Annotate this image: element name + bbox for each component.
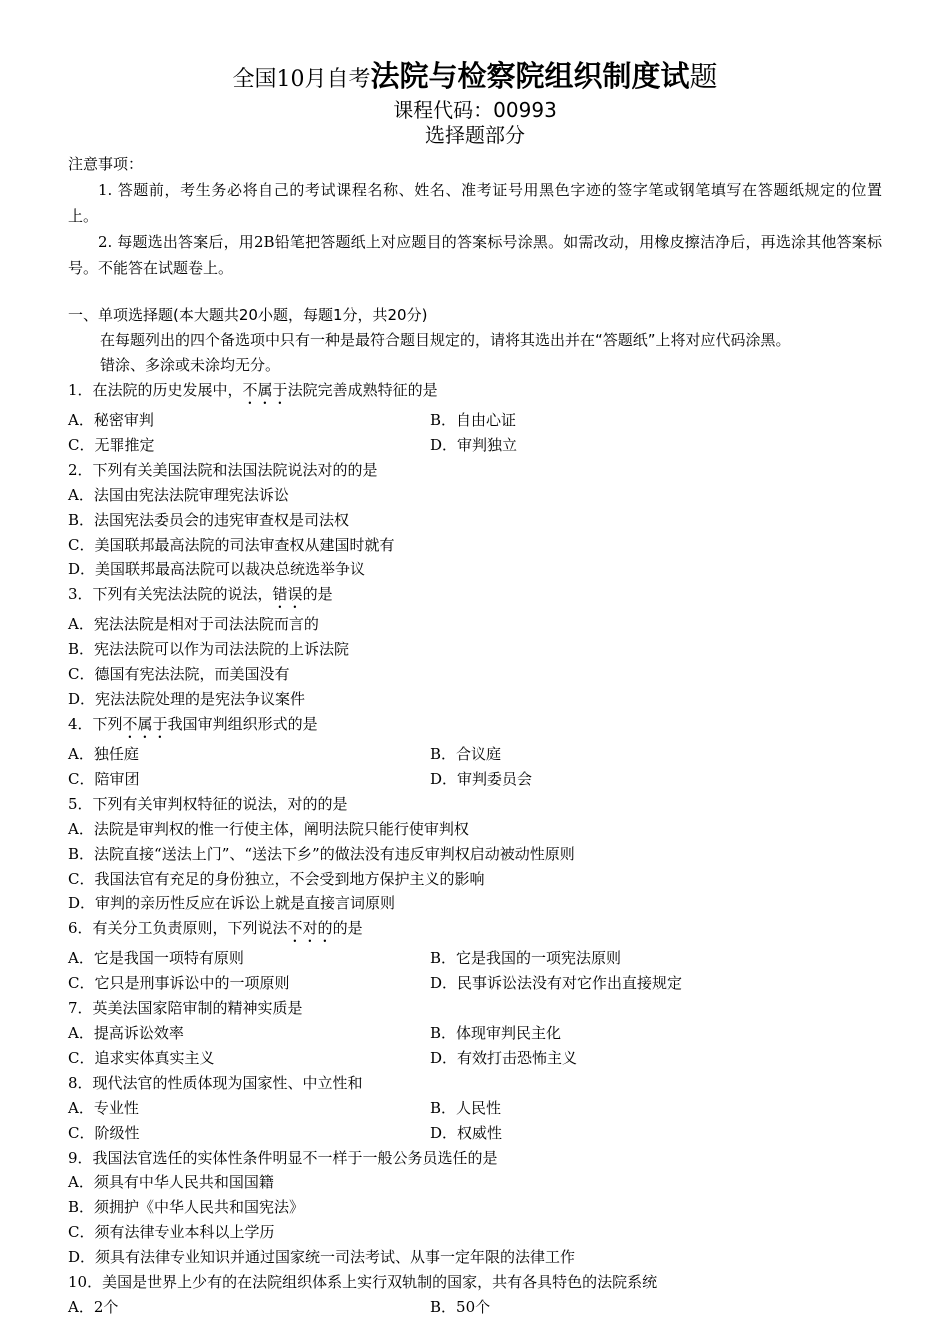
option: A．宪法法院是相对于司法法院而言的 bbox=[68, 615, 319, 634]
question-1-options-row-1 bbox=[68, 408, 882, 433]
emphasis-text: 不属于 bbox=[242, 381, 288, 399]
question-3-stem: 3．下列有关宪法法院的说法，错误的是 bbox=[68, 585, 333, 604]
question-2-stem: 2．下列有关美国法院和法国法院说法对的的是 bbox=[68, 460, 378, 479]
question-7-options-row-1 bbox=[68, 1021, 882, 1046]
question-4-options-row-2 bbox=[68, 767, 882, 792]
title-main: 法院与检察院组织制度试 bbox=[370, 59, 690, 93]
option: D．权威性 bbox=[430, 1123, 503, 1142]
question-8-stem: 8．现代法官的性质体现为国家性、中立性和 bbox=[68, 1073, 363, 1092]
title-prefix: 全国10月自考 bbox=[232, 67, 371, 92]
option: D．美国联邦最高法院可以裁决总统选举争议 bbox=[68, 560, 366, 579]
option: C．我国法官有充足的身份独立，不会受到地方保护主义的影响 bbox=[68, 869, 485, 888]
emphasis-text: 错误 bbox=[272, 585, 303, 604]
option: C．阶级性 bbox=[68, 1123, 140, 1142]
option: B．它是我国的一项宪法原则 bbox=[430, 949, 622, 968]
question-7-stem: 7．英美法国家陪审制的精神实质是 bbox=[68, 999, 303, 1018]
notice-heading: 注意事项： bbox=[68, 155, 144, 173]
option: C．它只是刑事诉讼中的一项原则 bbox=[68, 974, 290, 993]
question-7-options-row-2 bbox=[68, 1046, 882, 1071]
option: D．审判委员会 bbox=[430, 769, 533, 788]
option: B．法院直接“送法上门”、“送法下乡”的做法没有违反审判权启动被动性原则 bbox=[68, 844, 575, 863]
notice-item-2: 2. 每题选出答案后，用2B铅笔把答题纸上对应题目的答案标号涂黑。如需改动，用橡皮擦洁净后，再选涂其他答案标号。不能答在试题卷上。 bbox=[68, 233, 882, 277]
option: B．50个 bbox=[430, 1298, 491, 1316]
course-code: 课程代码：00993 bbox=[393, 98, 557, 122]
option: D．审判的亲历性反应在诉讼上就是直接言词原则 bbox=[68, 894, 396, 913]
question-8-options-row-1 bbox=[68, 1096, 882, 1121]
option: A．2个 bbox=[68, 1298, 119, 1316]
option: C．须有法律专业本科以上学历 bbox=[68, 1223, 275, 1242]
option: D．民事诉讼法没有对它作出直接规定 bbox=[430, 974, 683, 993]
question-6-stem: 6．有关分工负责原则，下列说法不对的的是 bbox=[68, 919, 363, 938]
option: C．陪审团 bbox=[68, 769, 140, 788]
option: D．宪法法院处理的是宪法争议案件 bbox=[68, 690, 306, 709]
spacer bbox=[68, 281, 882, 303]
option: D．须具有法律专业知识并通过国家统一司法考试、从事一定年限的法律工作 bbox=[68, 1248, 576, 1267]
option: B．自由心证 bbox=[430, 411, 517, 429]
option: A．须具有中华人民共和国国籍 bbox=[68, 1173, 274, 1192]
option: C．无罪推定 bbox=[68, 435, 155, 454]
question-6-options-row-1 bbox=[68, 946, 882, 971]
title-suffix: 题 bbox=[689, 60, 718, 93]
option: A．它是我国一项特有原则 bbox=[68, 949, 244, 968]
question-10-options-row-1 bbox=[68, 1295, 882, 1320]
option: B．体现审判民主化 bbox=[430, 1024, 562, 1043]
option: D．审判独立 bbox=[430, 435, 518, 454]
question-1-options-row-2 bbox=[68, 433, 882, 458]
part-title: 选择题部分 bbox=[425, 123, 525, 147]
option: B．宪法法院可以作为司法法院的上诉法院 bbox=[68, 640, 350, 659]
option: A．秘密审判 bbox=[68, 411, 154, 429]
option: C．美国联邦最高法院的司法审查权从建国时就有 bbox=[68, 535, 395, 554]
section-heading: 一、单项选择题(本大题共20小题，每题1分，共20分) bbox=[68, 306, 428, 324]
option: B．法国宪法委员会的违宪审查权是司法权 bbox=[68, 510, 350, 529]
question-10-stem: 10．美国是世界上少有的在法院组织体系上实行双轨制的国家，共有各具特色的法院系统 bbox=[68, 1273, 658, 1292]
option: B．人民性 bbox=[430, 1098, 502, 1117]
option: C．追求实体真实主义 bbox=[68, 1048, 215, 1067]
option: A．专业性 bbox=[68, 1098, 139, 1117]
question-4-stem: 4．下列不属于我国审判组织形式的是 bbox=[68, 714, 318, 733]
emphasis-text: 不对的 bbox=[287, 919, 333, 938]
section-instruction-1: 在每题列出的四个备选项中只有一种是最符合题目规定的，请将其选出并在“答题纸”上将对应代码涂黑。 bbox=[100, 331, 791, 349]
question-1-stem: 1．在法院的历史发展中，不属于法院完善成熟特征的是 bbox=[68, 381, 438, 399]
section-instruction-2: 错涂、多涂或未涂均无分。 bbox=[100, 356, 281, 374]
option: B．须拥护《中华人民共和国宪法》 bbox=[68, 1198, 305, 1217]
question-4-options-row-1 bbox=[68, 742, 882, 767]
question-8-options-row-2 bbox=[68, 1121, 882, 1146]
question-9-stem: 9．我国法官选任的实体性条件明显不一样于一般公务员选任的是 bbox=[68, 1148, 498, 1167]
option: A．法院是审判权的惟一行使主体，阐明法院只能行使审判权 bbox=[68, 819, 469, 838]
option: B．合议庭 bbox=[430, 744, 502, 763]
option: A．独任庭 bbox=[68, 744, 139, 763]
option: C．德国有宪法法院，而美国没有 bbox=[68, 665, 290, 684]
emphasis-text: 不属于 bbox=[122, 714, 168, 733]
option: A．提高诉讼效率 bbox=[68, 1024, 184, 1043]
question-6-options-row-2 bbox=[68, 971, 882, 996]
page-title bbox=[68, 58, 882, 98]
notice-item-1: 1. 答题前，考生务必将自己的考试课程名称、姓名、准考证号用黑色字迹的签字笔或钢笔填写在答题纸规定的位置上。 bbox=[68, 181, 882, 225]
option: A．法国由宪法法院审理宪法诉讼 bbox=[68, 485, 289, 504]
option: D．有效打击恐怖主义 bbox=[430, 1048, 578, 1067]
question-5-stem: 5．下列有关审判权特征的说法，对的的是 bbox=[68, 794, 348, 813]
